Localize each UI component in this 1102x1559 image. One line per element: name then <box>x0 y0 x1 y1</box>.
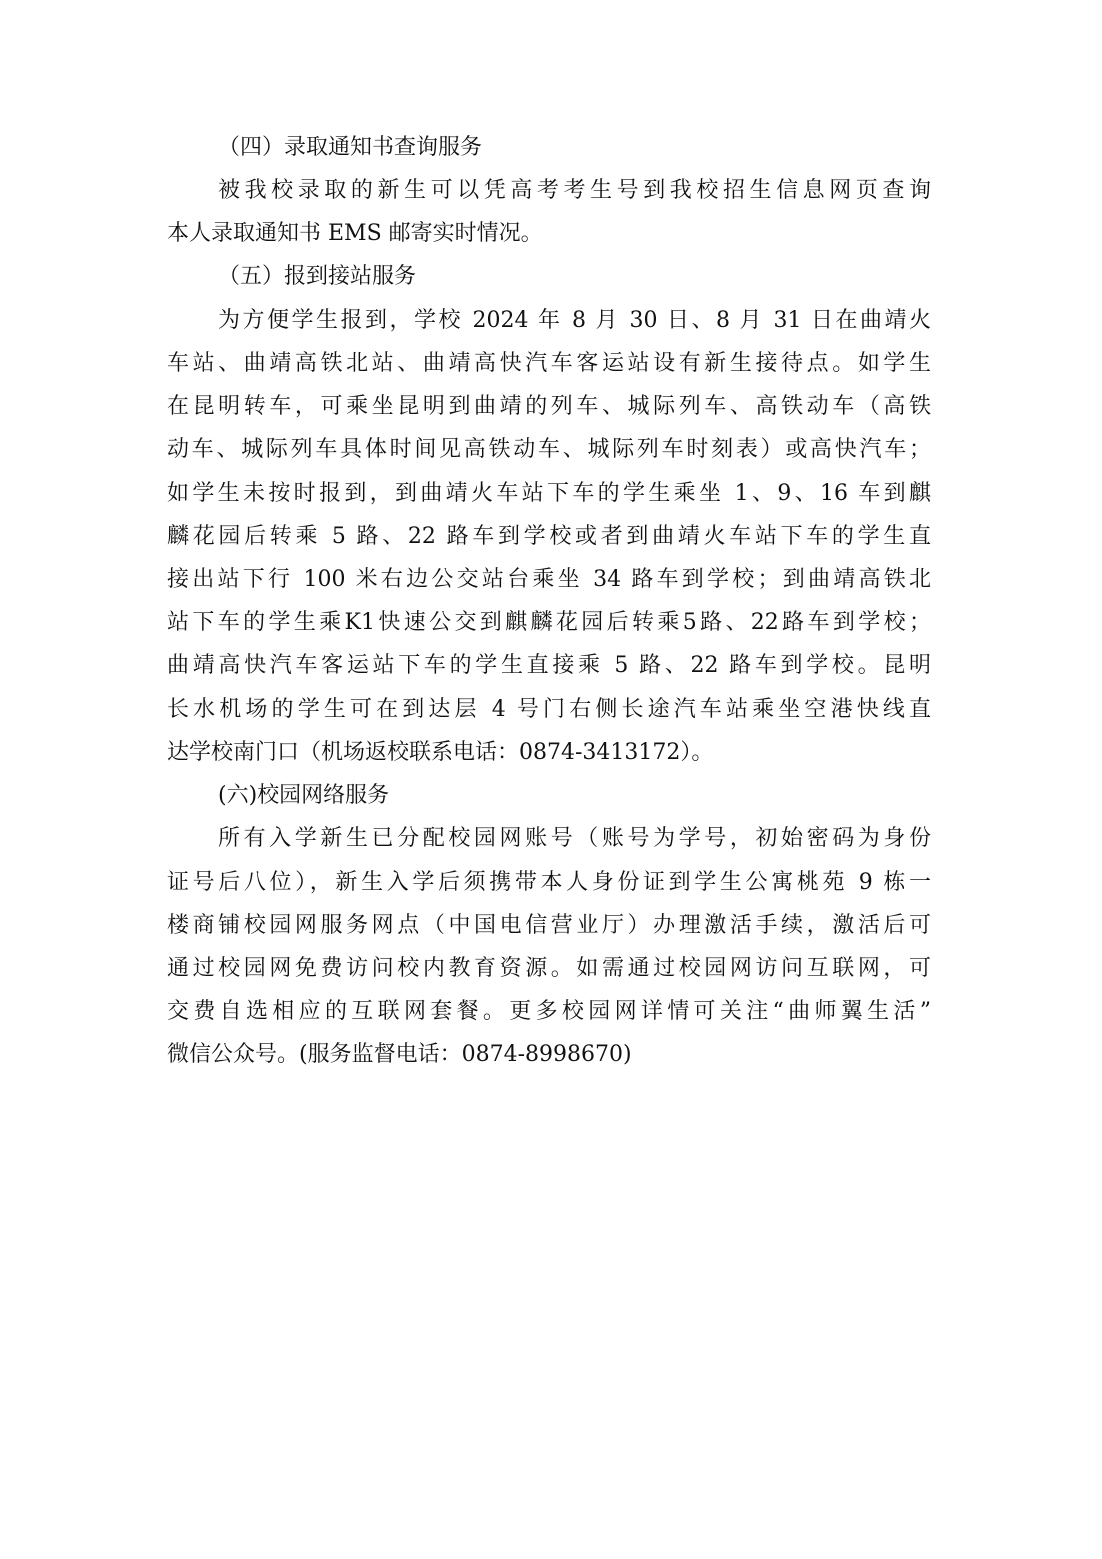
paragraph-line: 车站、曲靖高铁北站、曲靖高快汽车客运站设有新生接待点。如学生 <box>167 351 931 376</box>
paragraph-line: 所有入学新生已分配校园网账号（账号为学号，初始密码为身份 <box>218 826 931 851</box>
paragraph-line: 曲靖高快汽车客运站下车的学生直接乘 5 路、22 路车到学校。昆明 <box>167 653 931 678</box>
paragraph-line: 麟花园后转乘 5 路、22 路车到学校或者到曲靖火车站下车的学生直 <box>167 524 931 549</box>
paragraph-line: 站下车的学生乘K1快速公交到麒麟花园后转乘5路、22路车到学校； <box>167 610 931 635</box>
paragraph-line: 长水机场的学生可在到达层 4 号门右侧长途汽车站乘坐空港快线直 <box>167 697 931 722</box>
paragraph-line: 在昆明转车，可乘坐昆明到曲靖的列车、城际列车、高铁动车（高铁 <box>167 394 931 419</box>
paragraph-line: 动车、城际列车具体时间见高铁动车、城际列车时刻表）或高快汽车； <box>167 437 931 462</box>
paragraph-line: 微信公众号。(服务监督电话：0874-8998670) <box>167 1042 632 1067</box>
paragraph-line: 为方便学生报到，学校 2024 年 8 月 30 日、8 月 31 日在曲靖火 <box>218 308 931 333</box>
paragraph-line: 楼商铺校园网服务网点（中国电信营业厅）办理激活手续，激活后可 <box>167 913 931 938</box>
paragraph-line: 如学生未按时报到，到曲靖火车站下车的学生乘坐 1、9、16 车到麒 <box>167 481 931 506</box>
paragraph-line: 通过校园网免费访问校内教育资源。如需通过校园网访问互联网，可 <box>167 956 931 981</box>
paragraph-line: 被我校录取的新生可以凭高考考生号到我校招生信息网页查询 <box>218 178 931 203</box>
paragraph-line: 本人录取通知书 EMS 邮寄实时情况。 <box>167 221 543 246</box>
section-heading-enrollment-notice-query: （四）录取通知书查询服务 <box>218 135 483 160</box>
section-heading-arrival-pickup: （五）报到接站服务 <box>218 264 417 289</box>
paragraph-line: 达学校南门口（机场返校联系电话：0874-3413172）。 <box>167 740 714 765</box>
paragraph-line: 接出站下行 100 米右边公交站台乘坐 34 路车到学校；到曲靖高铁北 <box>167 567 931 592</box>
paragraph-line: 证号后八位），新生入学后须携带本人身份证到学生公寓桃苑 9 栋一 <box>167 870 931 895</box>
section-heading-campus-network: (六)校园网络服务 <box>218 783 390 808</box>
paragraph-line: 交费自选相应的互联网套餐。更多校园网详情可关注“曲师翼生活” <box>167 999 931 1024</box>
